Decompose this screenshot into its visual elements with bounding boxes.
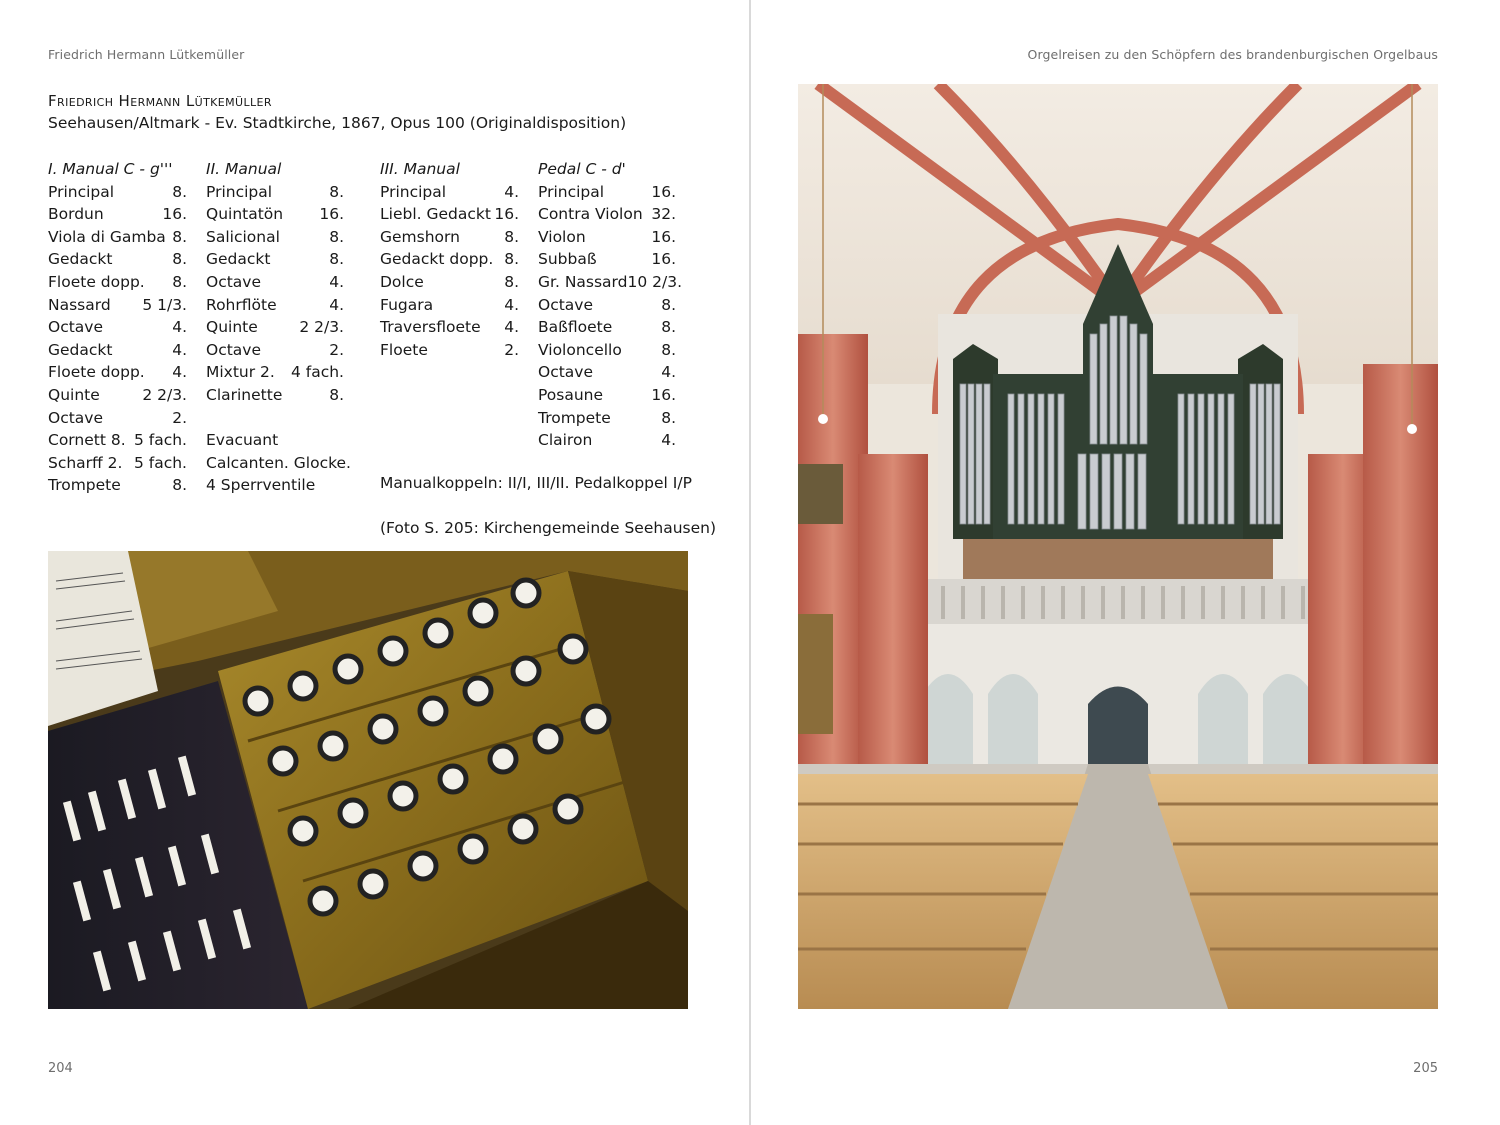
manual-3-stop-row	[380, 203, 519, 226]
manual-2-stop-name: Quinte	[206, 318, 258, 337]
pedal-stop-name: Clairon	[538, 431, 593, 450]
pedal-stop-name: Gr. Nassard	[538, 272, 628, 291]
manual-1-stop-name: Gedackt	[48, 250, 113, 269]
pedal-stop-name: Contra Violon	[538, 205, 643, 224]
manual-1-stop-pitch: 2 2/3.	[142, 385, 187, 404]
organ-console-photo	[48, 551, 688, 1009]
manual-1-stop-row	[48, 271, 187, 294]
manual-1-stop-name: Gedackt	[48, 340, 113, 359]
manual-3-stop-row	[380, 271, 519, 294]
pedal-stop-name: Baßfloete	[538, 318, 613, 337]
section-heading: Friedrich Hermann Lütkemüller	[48, 92, 272, 110]
right-page	[751, 0, 1500, 1125]
running-head-left: Friedrich Hermann Lütkemüller	[48, 47, 245, 62]
pedal-stop-name: Octave	[538, 295, 594, 314]
manual-1-stop-pitch: 8.	[172, 250, 187, 269]
pedal-stop-row	[538, 429, 676, 452]
pedal-stop-name: Principal	[538, 182, 605, 201]
manual-2-stop-pitch: 8.	[329, 227, 344, 246]
manual-2-stop-pitch: 4.	[329, 272, 344, 291]
pedal-stop-row	[538, 294, 676, 317]
pedal-stop-name: Octave	[538, 363, 594, 382]
manual-2-stop-pitch: 2 2/3.	[299, 318, 344, 337]
manual-1-stop-row	[48, 384, 187, 407]
manual-1-stop-pitch: 8.	[172, 227, 187, 246]
manual-2-stop-row	[206, 294, 344, 317]
manual-3-stop-name: Gedackt dopp.	[380, 250, 494, 269]
pedal-column	[538, 158, 683, 452]
pedal-stop-pitch: 16.	[651, 227, 676, 246]
manual-3-stop-name: Floete	[380, 340, 428, 359]
manual-1-stop-row	[48, 429, 187, 452]
manual-2-stop-name: Quintatön	[206, 205, 284, 224]
manual-1-column	[48, 158, 187, 497]
manual-1-stop-row	[48, 361, 187, 384]
manual-1-stop-name: Viola di Gamba	[48, 227, 166, 246]
manual-2-stop-pitch: 8.	[329, 250, 344, 269]
manual-3-stop-row	[380, 181, 519, 204]
manual-2-stop-pitch: 4 fach.	[290, 363, 344, 382]
manual-1-stop-name: Scharff 2.	[48, 453, 123, 472]
manual-2-stop-pitch: 8.	[329, 385, 344, 404]
manual-1-stop-pitch: 8.	[172, 272, 187, 291]
pedal-stop-row	[538, 203, 676, 226]
manual-3-stop-name: Traversfloete	[380, 318, 481, 337]
pedal-stop-name: Subbaß	[538, 250, 597, 269]
manual-2-stop-pitch: 2.	[329, 340, 344, 359]
manual-3-stop-name: Principal	[380, 182, 447, 201]
manual-1-stop-name: Principal	[48, 182, 115, 201]
manual-2-stop-name: Clarinette	[206, 385, 283, 404]
pedal-stop-row	[538, 248, 676, 271]
pedal-stop-row	[538, 361, 676, 384]
manual-2-stop-row	[206, 339, 344, 362]
pedal-title: Pedal C - d'	[538, 160, 626, 178]
manual-3-stop-pitch: 4.	[504, 318, 519, 337]
pedal-stop-pitch: 10 2/3.	[627, 272, 683, 291]
manual-2-stop-row	[206, 203, 344, 226]
couplers-line: Manualkoppeln: II/I, III/II. Pedalkoppel I/P	[380, 474, 692, 492]
manual-1-stop-pitch: 8.	[172, 182, 187, 201]
manual-3-stop-name: Liebl. Gedackt	[380, 205, 491, 224]
pedal-stop-name: Trompete	[538, 408, 611, 427]
manual-3-stop-row	[380, 316, 519, 339]
manual-2-accessory: Evacuant	[206, 431, 279, 450]
manual-2-stop-row	[206, 248, 344, 271]
manual-1-stop-name: Cornett 8.	[48, 431, 126, 450]
pedal-stop-row	[538, 407, 676, 430]
pedal-stop-pitch: 4.	[661, 431, 676, 450]
manual-2-stop-pitch: 16.	[319, 205, 344, 224]
manual-3-stop-name: Dolce	[380, 272, 424, 291]
manual-1-stop-row	[48, 452, 187, 475]
manual-2-stop-row	[206, 361, 344, 384]
manual-1-stop-row	[48, 294, 187, 317]
pedal-stop-name: Violoncello	[538, 340, 622, 359]
manual-1-stop-pitch: 4.	[172, 340, 187, 359]
pedal-stop-pitch: 16.	[651, 182, 676, 201]
page-number-left: 204	[48, 1061, 73, 1076]
manual-1-stop-name: Floete dopp.	[48, 272, 145, 291]
manual-2-stop-name: Salicional	[206, 227, 280, 246]
manual-1-stop-name: Octave	[48, 408, 104, 427]
pedal-stop-pitch: 16.	[651, 385, 676, 404]
manual-3-stop-name: Fugara	[380, 295, 434, 314]
manual-2-stop-pitch: 4.	[329, 295, 344, 314]
pedal-stop-row	[538, 316, 676, 339]
manual-2-stop-name: Octave	[206, 272, 262, 291]
manual-1-stop-row	[48, 226, 187, 249]
manual-2-stop-name: Gedackt	[206, 250, 271, 269]
manual-1-stop-pitch: 16.	[162, 205, 187, 224]
manual-2-stop-row	[206, 181, 344, 204]
manual-1-stop-name: Bordun	[48, 205, 104, 224]
pedal-stop-pitch: 8.	[661, 318, 676, 337]
manual-3-stop-pitch: 2.	[504, 340, 519, 359]
manual-2-stop-name: Mixtur 2.	[206, 363, 275, 382]
church-interior-photo	[798, 84, 1438, 1009]
pedal-stop-pitch: 4.	[661, 363, 676, 382]
manual-3-stop-pitch: 4.	[504, 295, 519, 314]
manual-2-column	[206, 158, 351, 497]
manual-1-stop-row	[48, 316, 187, 339]
manual-3-stop-row	[380, 294, 519, 317]
manual-1-stop-row	[48, 181, 187, 204]
manual-3-stop-row	[380, 339, 519, 362]
manual-2-accessory: Calcanten. Glocke.	[206, 453, 351, 472]
manual-1-stop-row	[48, 203, 187, 226]
manual-3-column	[380, 158, 519, 361]
manual-3-stop-pitch: 16.	[494, 205, 519, 224]
left-page	[0, 0, 749, 1125]
manual-1-stop-name: Trompete	[48, 476, 121, 495]
manual-3-stop-pitch: 8.	[504, 227, 519, 246]
manual-1-stop-pitch: 4.	[172, 363, 187, 382]
pedal-stop-row	[538, 339, 676, 362]
manual-1-stop-name: Nassard	[48, 295, 111, 314]
manual-2-title: II. Manual	[206, 160, 282, 178]
manual-1-stop-pitch: 5 fach.	[133, 431, 187, 450]
pedal-stop-pitch: 32.	[651, 205, 676, 224]
manual-3-stop-row	[380, 226, 519, 249]
photo-credit: (Foto S. 205: Kirchengemeinde Seehausen)	[380, 519, 716, 537]
manual-3-stop-pitch: 8.	[504, 272, 519, 291]
pedal-stop-pitch: 8.	[661, 295, 676, 314]
section-subheading: Seehausen/Altmark - Ev. Stadtkirche, 1867, Opus 100 (Originaldisposition)	[48, 114, 627, 132]
pedal-stop-pitch: 8.	[661, 408, 676, 427]
manual-1-stop-pitch: 5 1/3.	[142, 295, 187, 314]
manual-3-title: III. Manual	[380, 160, 460, 178]
manual-1-title: I. Manual C - g'''	[48, 160, 173, 178]
manual-2-stop-row	[206, 384, 344, 407]
manual-2-stop-pitch: 8.	[329, 182, 344, 201]
manual-2-stop-name: Octave	[206, 340, 262, 359]
manual-1-stop-pitch: 5 fach.	[133, 453, 187, 472]
manual-2-stop-name: Principal	[206, 182, 273, 201]
manual-3-stop-pitch: 4.	[504, 182, 519, 201]
manual-2-stop-row	[206, 271, 344, 294]
manual-3-stop-name: Gemshorn	[380, 227, 460, 246]
manual-2-stop-name: Rohrflöte	[206, 295, 277, 314]
manual-2-stop-row	[206, 316, 344, 339]
manual-1-stop-name: Floete dopp.	[48, 363, 145, 382]
running-head-right: Orgelreisen zu den Schöpfern des brandenburgischen Orgelbaus	[1027, 47, 1438, 62]
manual-1-stop-row	[48, 474, 187, 497]
manual-1-stop-pitch: 8.	[172, 476, 187, 495]
pedal-stop-pitch: 16.	[651, 250, 676, 269]
pedal-stop-name: Posaune	[538, 385, 604, 404]
manual-3-stop-row	[380, 248, 519, 271]
manual-2-stop-row	[206, 226, 344, 249]
manual-3-stop-pitch: 8.	[504, 250, 519, 269]
manual-1-stop-row	[48, 407, 187, 430]
manual-1-stop-pitch: 4.	[172, 318, 187, 337]
pedal-stop-row	[538, 271, 683, 294]
pedal-stop-name: Violon	[538, 227, 586, 246]
pedal-stop-row	[538, 384, 676, 407]
spacer	[206, 407, 344, 430]
manual-1-stop-row	[48, 339, 187, 362]
pedal-stop-pitch: 8.	[661, 340, 676, 359]
page-number-right: 205	[1413, 1061, 1438, 1076]
pedal-stop-row	[538, 226, 676, 249]
manual-1-stop-pitch: 2.	[172, 408, 187, 427]
manual-1-stop-name: Quinte	[48, 385, 100, 404]
manual-2-accessory: 4 Sperrventile	[206, 476, 316, 495]
pedal-stop-row	[538, 181, 676, 204]
manual-1-stop-row	[48, 248, 187, 271]
manual-1-stop-name: Octave	[48, 318, 104, 337]
